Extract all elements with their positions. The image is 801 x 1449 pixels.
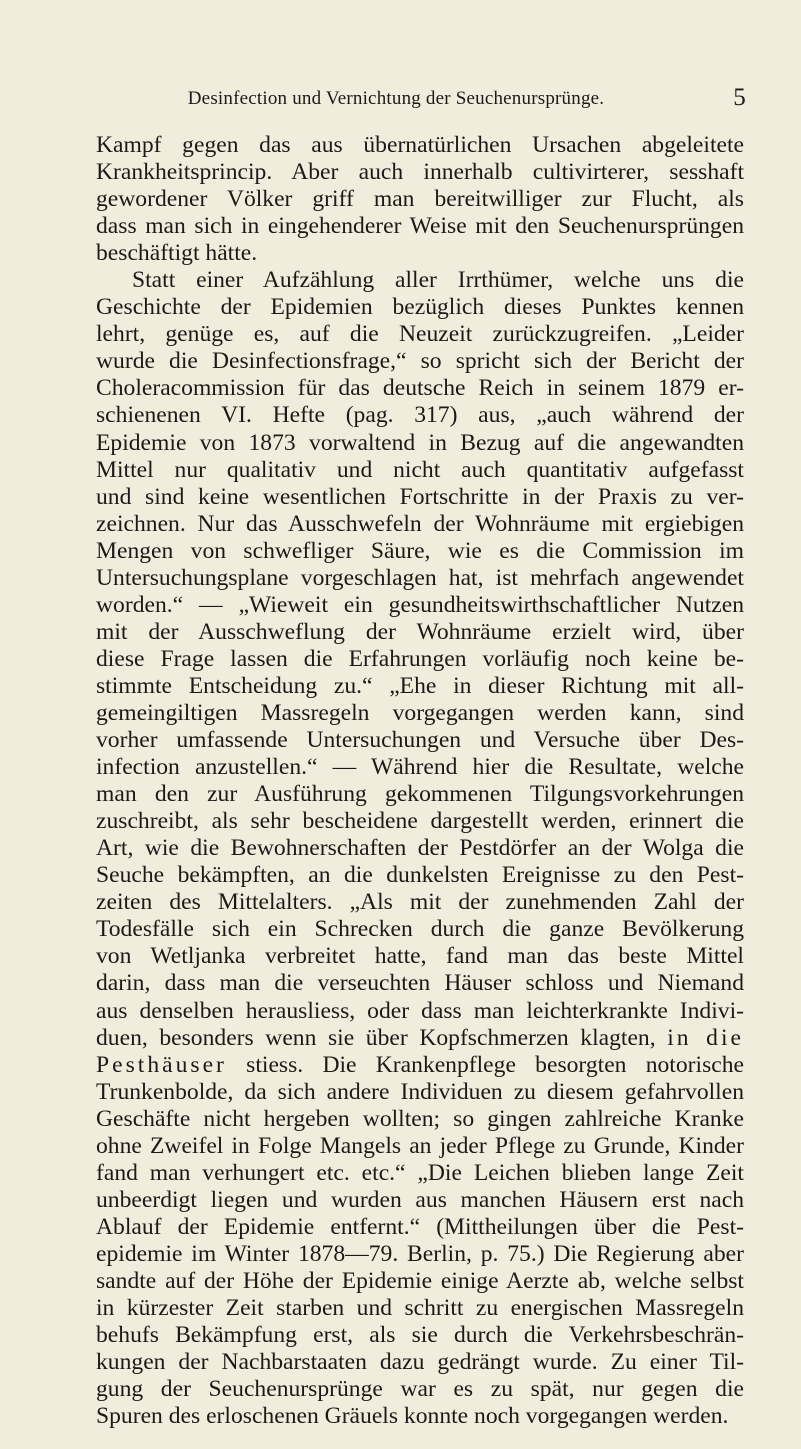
text-line: ohne Zweifel in Folge Mangels an jeder Pflege zu Grunde, Kinder	[96, 1132, 744, 1159]
text-line: epidemie im Winter 1878—79. Berlin, p. 75.) Die Regierung aber	[96, 1240, 744, 1267]
text-line: Spuren des erloschenen Gräuels konnte noch vorgegangen werden.	[96, 1403, 729, 1430]
text-line: Untersuchungsplane vorgeschlagen hat, ist mehrfach angewendet	[96, 564, 744, 591]
body-text	[96, 132, 744, 1430]
text-line: man den zur Ausführung gekommenen Tilgungsvorkehrungen	[96, 781, 744, 808]
text-line: kungen der Nachbarstaaten dazu gedrängt wurde. Zu einer Til-	[96, 1349, 744, 1376]
text-segment: stiess. Die Krankenpflege besorgten notorische	[246, 1051, 744, 1078]
text-line: Seuche bekämpften, an die dunkelsten Ereignisse zu den Pest-	[96, 862, 744, 889]
text-line: Art, wie die Bewohnerschaften der Pestdörfer an der Wolga die	[96, 835, 744, 862]
text-line: zeiten des Mittelalters. „Als mit der zunehmenden Zahl der	[96, 889, 744, 916]
text-line: gung der Seuchenursprünge war es zu spät, nur gegen die	[96, 1376, 744, 1403]
text-line: Epidemie von 1873 vorwaltend in Bezug auf die angewandten	[96, 429, 744, 456]
text-line: in kürzester Zeit starben und schritt zu energischen Massregeln	[96, 1295, 744, 1322]
text-line: gewordener Völker griff man bereitwilliger zur Flucht, als	[96, 186, 744, 213]
text-line: Geschichte der Epidemien bezüglich dieses Punktes kennen	[96, 294, 744, 321]
text-line: schienenen VI. Hefte (pag. 317) aus, „auch während der	[96, 402, 744, 429]
text-line: von Wetljanka verbreitet hatte, fand man das beste Mittel	[96, 943, 744, 970]
text-line: Ablauf der Epidemie entfernt.“ (Mittheilungen über die Pest-	[96, 1213, 744, 1240]
spaced-text: in die	[667, 1024, 744, 1051]
text-line: vorher umfassende Untersuchungen und Versuche über Des-	[96, 727, 744, 754]
text-line: zuschreibt, als sehr bescheidene dargestellt werden, erinnert die	[96, 808, 744, 835]
text-line: sandte auf der Höhe der Epidemie einige Aerzte ab, welche selbst	[96, 1267, 744, 1294]
text-line: Trunkenbolde, da sich andere Individuen zu diesem gefahrvollen	[96, 1078, 744, 1105]
text-line: lehrt, genüge es, auf die Neuzeit zurückzugreifen. „Leider	[96, 321, 744, 348]
text-line: behufs Bekämpfung erst, als sie durch die Verkehrsbeschrän-	[96, 1322, 744, 1349]
text-segment: duen, besonders wenn sie über Kopfschmerzen klagten,	[96, 1024, 656, 1051]
text-line: diese Frage lassen die Erfahrungen vorläufig noch keine be-	[96, 645, 744, 672]
text-line: wurde die Desinfectionsfrage,“ so spricht sich der Bericht der	[96, 348, 744, 375]
text-line: beschäftigt hätte.	[96, 240, 258, 267]
text-line: zeichnen. Nur das Ausschwefeln der Wohnräume mit ergiebigen	[96, 510, 744, 537]
text-line: mit der Ausschweflung der Wohnräume erzielt wird, über	[96, 618, 744, 645]
text-line: Mittel nur qualitativ und nicht auch quantitativ aufgefasst	[96, 456, 744, 483]
text-line: dass man sich in eingehenderer Weise mit den Seuchenursprüngen	[96, 213, 744, 240]
text-line: Krankheitsprincip. Aber auch innerhalb cultivirterer, sesshaft	[96, 159, 744, 186]
text-line: unbeerdigt liegen und wurden aus manchen Häusern erst nach	[96, 1186, 744, 1213]
text-line: gemeingiltigen Massregeln vorgegangen werden kann, sind	[96, 699, 744, 726]
text-line: Geschäfte nicht hergeben wollten; so gingen zahlreiche Kranke	[96, 1105, 744, 1132]
text-line: Todesfälle sich ein Schrecken durch die ganze Bevölkerung	[96, 916, 744, 943]
text-line: fand man verhungert etc. etc.“ „Die Leichen blieben lange Zeit	[96, 1159, 744, 1186]
text-line: stimmte Entscheidung zu.“ „Ehe in dieser Richtung mit all-	[96, 672, 744, 699]
text-line: Mengen von schwefliger Säure, wie es die Commission im	[96, 537, 744, 564]
text-line: darin, dass man die verseuchten Häuser schloss und Niemand	[96, 970, 744, 997]
text-line: worden.“ — „Wieweit ein gesundheitswirthschaftlicher Nutzen	[96, 591, 744, 618]
text-line: Statt einer Aufzählung aller Irrthümer, welche uns die	[132, 267, 744, 294]
text-line-spaced-b	[96, 1052, 744, 1079]
running-title: Desinfection und Vernichtung der Seuchenursprünge.	[187, 88, 605, 109]
text-line-spaced-a	[96, 1025, 744, 1052]
page-number: 5	[733, 84, 746, 111]
text-line: und sind keine wesentlichen Fortschritte in der Praxis zu ver-	[96, 483, 744, 510]
text-line: Kampf gegen das aus übernatürlichen Ursachen abgeleitete	[96, 132, 744, 158]
page-header	[96, 84, 746, 114]
text-line: Choleracommission für das deutsche Reich in seinem 1879 er-	[96, 375, 744, 402]
text-line: aus denselben herausliess, oder dass man leichterkrankte Indivi-	[96, 997, 744, 1024]
spaced-text: Pesthäuser	[96, 1051, 227, 1078]
text-line: infection anzustellen.“ — Während hier die Resultate, welche	[96, 754, 744, 781]
